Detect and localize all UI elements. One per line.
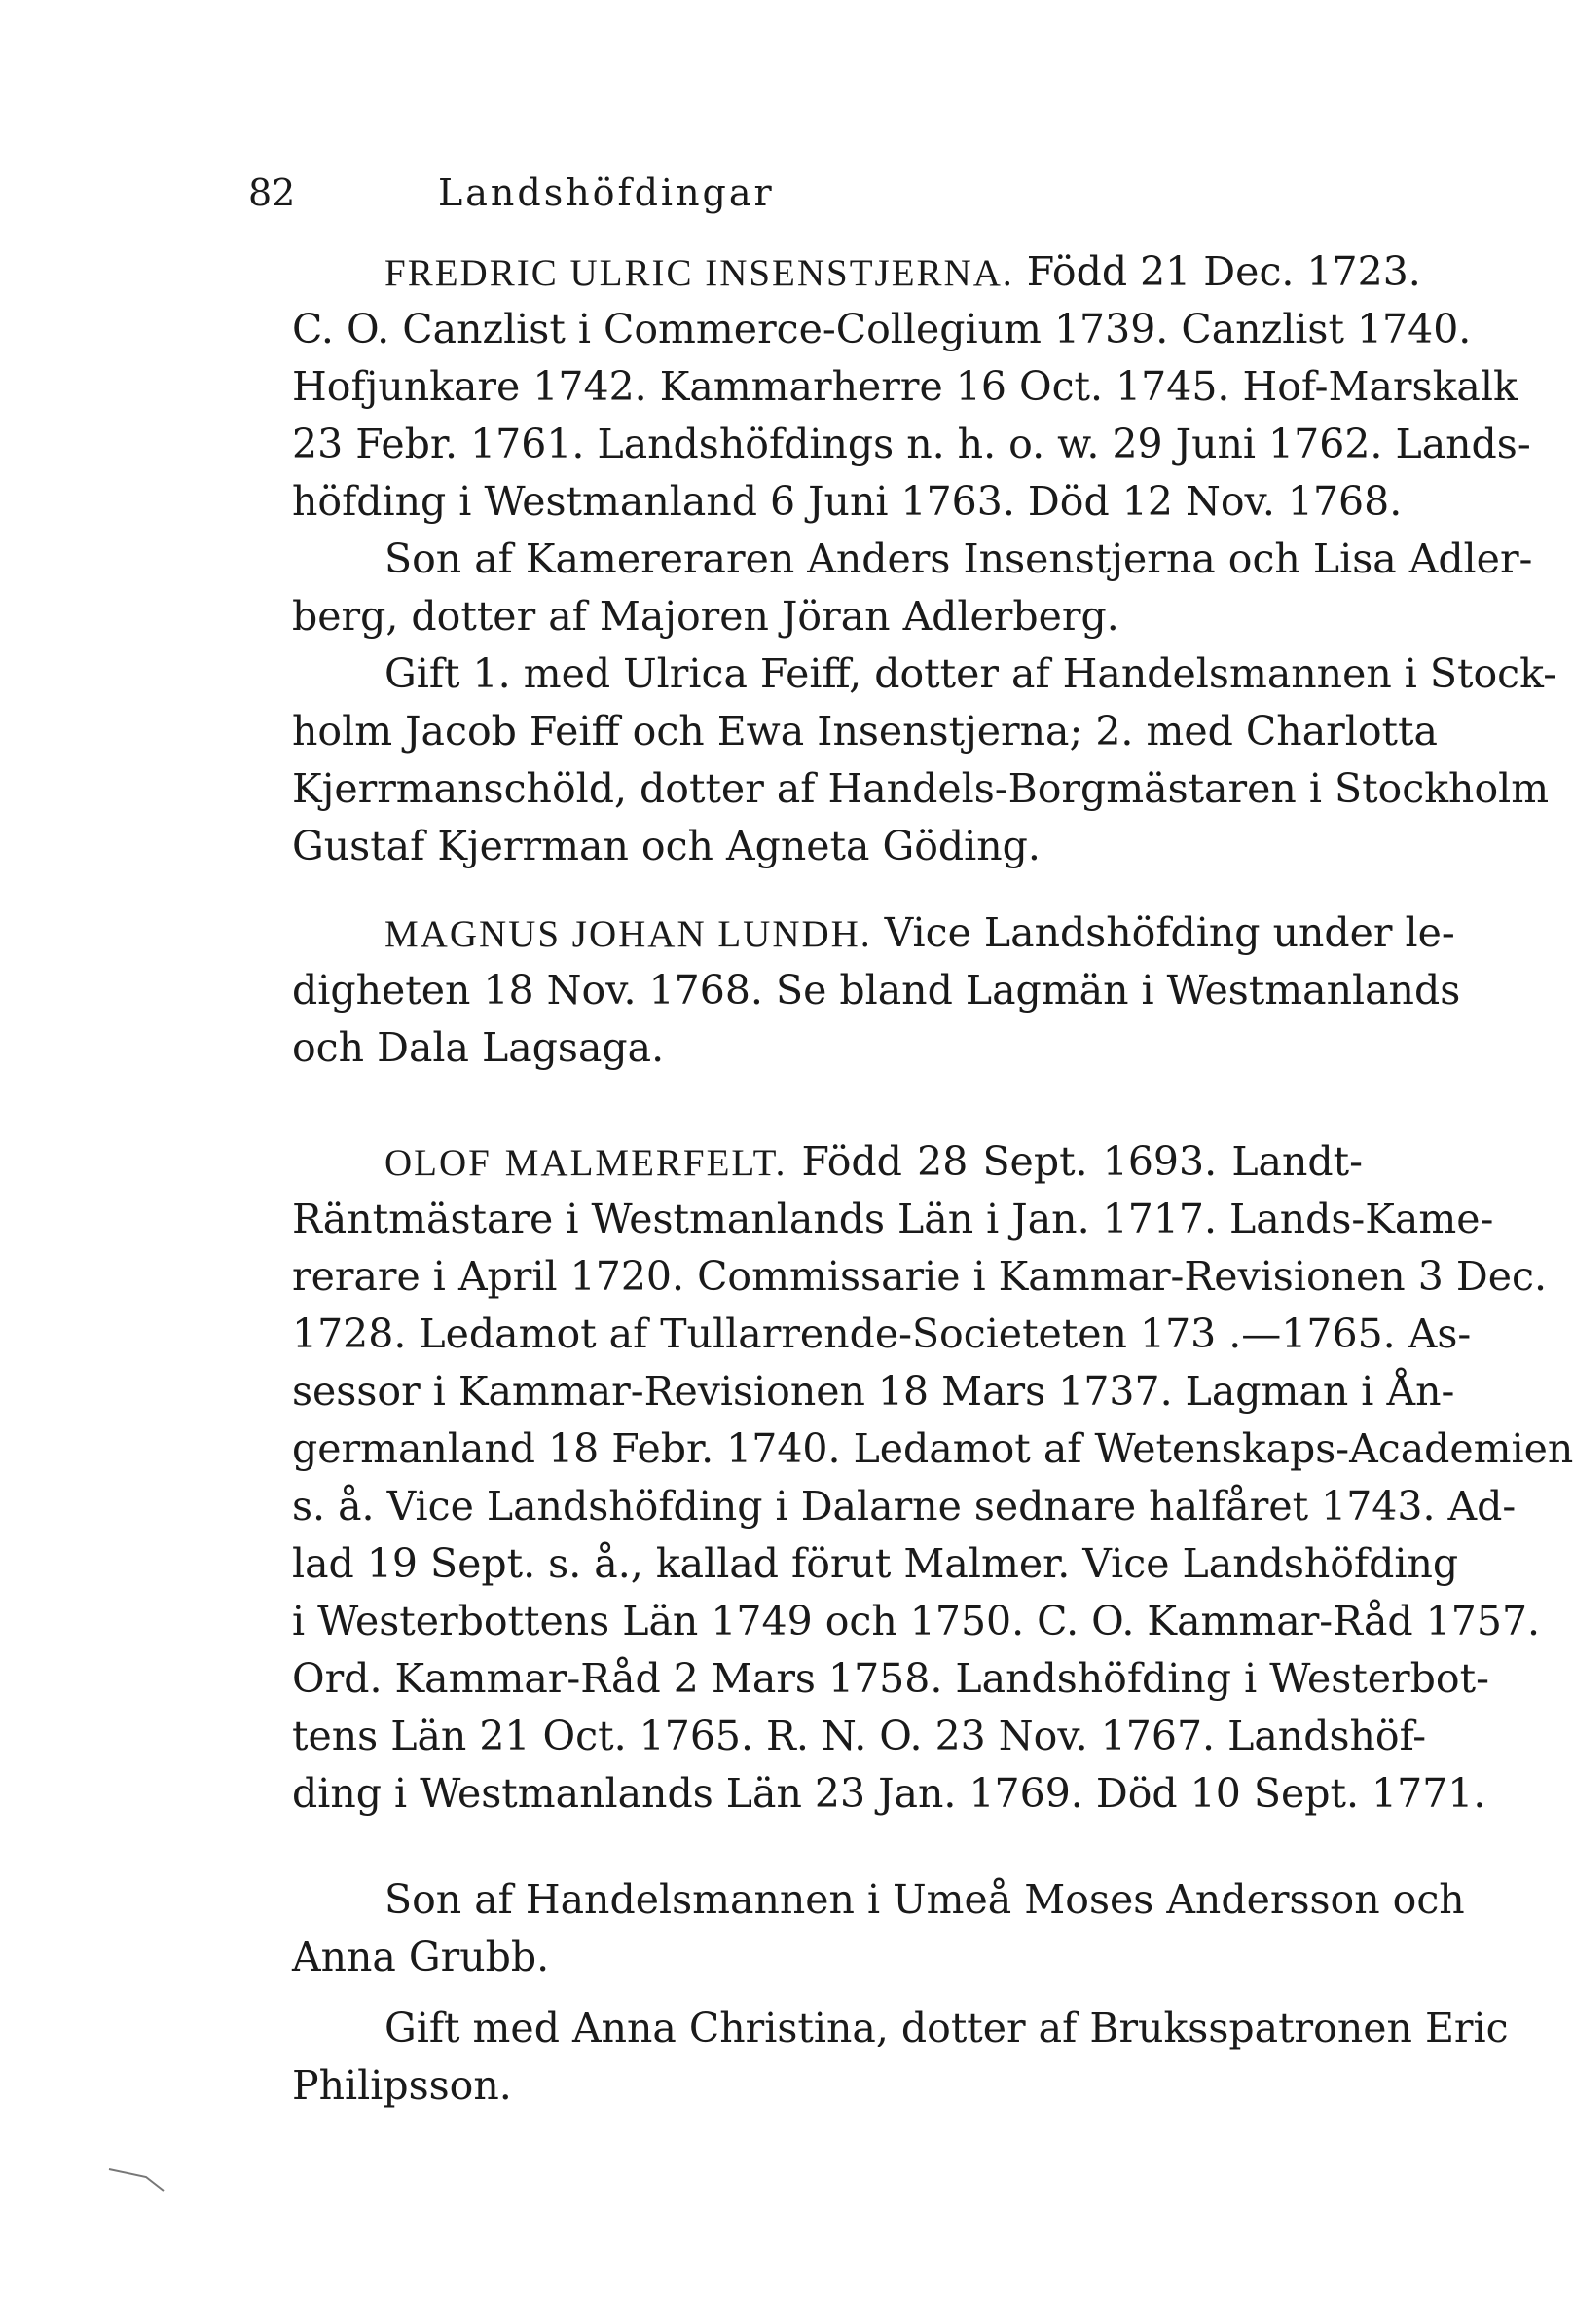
text-line: Son af Handelsmannen i Umeå Moses Andersson och [384, 1876, 1465, 1923]
text-line: Philipsson. [292, 2062, 512, 2109]
page-number: 82 [248, 171, 296, 214]
text-line: Räntmästare i Westmanlands Län i Jan. 1717. Lands-Kame- [292, 1196, 1494, 1242]
entry-name: OLOF MALMERFELT. [384, 1142, 787, 1184]
entry-name: MAGNUS JOHAN LUNDH. [384, 913, 872, 955]
text-line: C. O. Canzlist i Commerce-Collegium 1739. Canzlist 1740. [292, 306, 1472, 352]
text-line: Gift med Anna Christina, dotter af Bruksspatronen Eric [384, 2005, 1509, 2051]
entry-first-line [292, 1133, 1363, 1191]
text-line: 23 Febr. 1761. Landshöfdings n. h. o. w. 29 Juni 1762. Lands- [292, 421, 1531, 467]
entry-first-line [292, 243, 1421, 301]
text-line: sessor i Kammar-Revisionen 18 Mars 1737. Lagman i Ån- [292, 1368, 1455, 1415]
text-line: rerare i April 1720. Commissarie i Kammar-Revisionen 3 Dec. [292, 1253, 1547, 1300]
entry-text: Vice Landshöfding under le- [884, 909, 1455, 956]
page-header [248, 162, 1280, 220]
text-line: Gift 1. med Ulrica Feiff, dotter af Handelsmannen i Stock- [384, 650, 1557, 697]
entry-malmerfelt [292, 1133, 1573, 2115]
text-line: germanland 18 Febr. 1740. Ledamot af Wetenskaps-Academien [292, 1425, 1573, 1472]
spacer [292, 875, 1363, 904]
page-body [292, 243, 1573, 2115]
pencil-mark-icon [107, 2161, 185, 2200]
text-line: holm Jacob Feiff och Ewa Insenstjerna; 2. med Charlotta [292, 708, 1438, 755]
text-line: och Dala Lagsaga. [292, 1024, 665, 1071]
spacer [292, 1823, 1363, 1871]
entry-first-line [292, 904, 1455, 962]
entry-text: Född 28 Sept. 1693. Landt- [801, 1138, 1363, 1185]
text-line: lad 19 Sept. s. å., kallad förut Malmer. Vice Landshöfding [292, 1540, 1459, 1587]
text-line: i Westerbottens Län 1749 och 1750. C. O. Kammar-Råd 1757. [292, 1598, 1541, 1644]
spacer [292, 1077, 1363, 1133]
text-line: Hofjunkare 1742. Kammarherre 16 Oct. 1745. Hof-Marskalk [292, 363, 1518, 410]
entry-text: Född 21 Dec. 1723. [1026, 248, 1421, 295]
entry-insenstjerna [292, 243, 1557, 875]
text-line: ding i Westmanlands Län 23 Jan. 1769. Död 10 Sept. 1771. [292, 1770, 1486, 1817]
text-line: Gustaf Kjerrman och Agneta Göding. [292, 823, 1041, 869]
text-line: Ord. Kammar-Råd 2 Mars 1758. Landshöfding i Westerbot- [292, 1655, 1489, 1702]
text-line: tens Län 21 Oct. 1765. R. N. O. 23 Nov. 1767. Landshöf- [292, 1713, 1427, 1759]
text-line: digheten 18 Nov. 1768. Se bland Lagmän i Westmanlands [292, 967, 1461, 1014]
text-line: Kjerrmanschöld, dotter af Handels-Borgmästaren i Stockholm [292, 765, 1550, 812]
entry-lundh [292, 904, 1461, 1077]
spacer [292, 1986, 1363, 2000]
running-title: Landshöfdingar [438, 171, 775, 214]
text-line: s. å. Vice Landshöfding i Dalarne sednare halfåret 1743. Ad- [292, 1483, 1517, 1530]
text-line: 1728. Ledamot af Tullarrende-Societeten 173 .—1765. As- [292, 1310, 1472, 1357]
text-line: höfding i Westmanland 6 Juni 1763. Död 12 Nov. 1768. [292, 478, 1403, 525]
text-line: Anna Grubb. [292, 1934, 550, 1980]
entry-name: FREDRIC ULRIC INSENSTJERNA. [384, 252, 1014, 294]
text-line: berg, dotter af Majoren Jöran Adlerberg. [292, 593, 1119, 640]
text-line: Son af Kamereraren Anders Insenstjerna och Lisa Adler- [384, 535, 1533, 582]
